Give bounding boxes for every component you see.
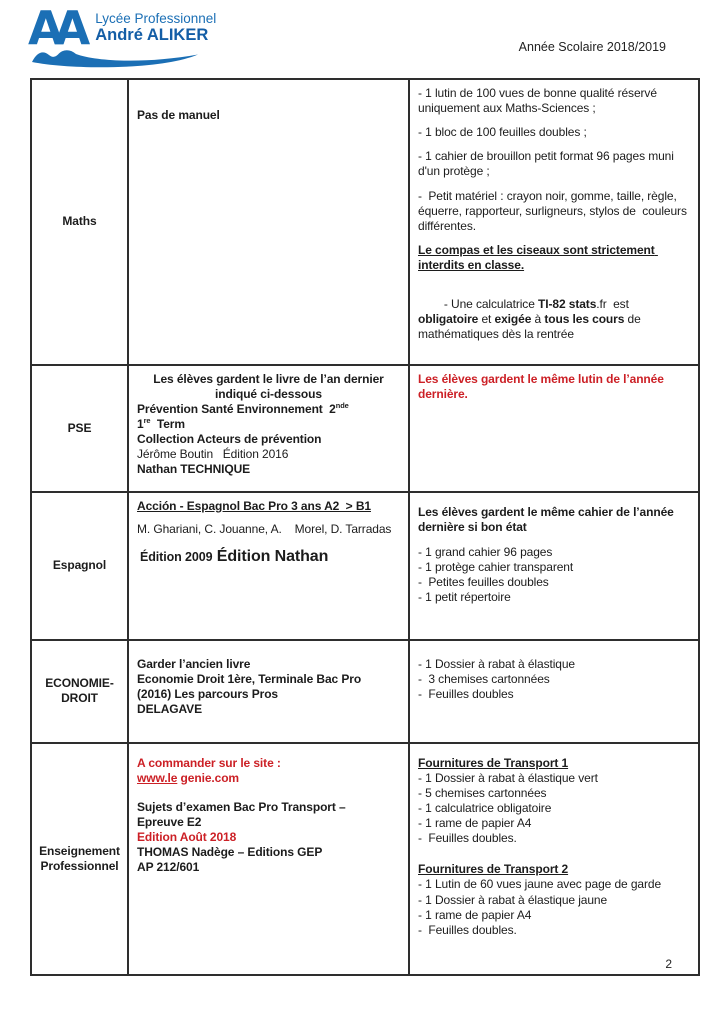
pse-book-publisher: Nathan TECHNIQUE <box>137 462 251 477</box>
book-cell-pse <box>128 365 409 492</box>
espagnol-publisher: Édition Nathan <box>212 547 329 565</box>
school-logo <box>28 1 218 69</box>
book-cell-enseignement <box>128 743 409 975</box>
pse-keep-book-note: indiqué ci-dessous <box>215 386 322 401</box>
subject-cell-espagnol: Espagnol <box>31 492 128 640</box>
maths-warning-note: Le compas et les ciseaux sont strictement interdits en classe. <box>418 242 658 272</box>
transport1-item: - 1 Dossier à rabat à élastique vert <box>418 770 598 785</box>
ens-subject-line: Professionnel <box>40 858 119 873</box>
eco-subject-line: DROIT <box>61 691 98 706</box>
transport2-item: - 1 Dossier à rabat à élastique jaune <box>418 892 608 907</box>
book-cell-economie-droit <box>128 640 409 743</box>
pse-level-num: 1 <box>137 416 144 431</box>
subject-cell-enseignement <box>31 743 128 975</box>
table-row-economie-droit <box>31 640 699 743</box>
website-link[interactable]: www.le <box>137 770 178 785</box>
transport2-item: - 1 rame de papier A4 <box>418 907 532 922</box>
maths-supply-item: - 1 lutin de 100 vues de bonne qualité réservé uniquement aux Maths-Sciences ; <box>418 86 661 116</box>
spacer <box>137 786 400 800</box>
eco-book-line: DELAGAVE <box>137 701 202 716</box>
logo-monogram-icon: AA <box>28 1 82 55</box>
calc-seg-bold: obligatoire <box>418 312 479 327</box>
supplies-cell-economie-droit <box>409 640 699 743</box>
spacer <box>418 846 690 862</box>
maths-supply-item: - Petit matériel : crayon noir, gomme, taille, règle, équerre, rapporteur, surligneurs, stylos de couleurs différentes. <box>418 188 691 233</box>
espagnol-edition-line <box>137 547 400 567</box>
eco-subject-line: ECONOMIE- <box>45 676 114 691</box>
transport2-item: - 1 Lutin de 60 vues jaune avec page de garde <box>418 877 662 892</box>
ens-book-title: Sujets d’examen Bac Pro Transport – <box>137 799 346 814</box>
espagnol-book-title: Acción - Espagnol Bac Pro 3 ans A2 > B1 <box>137 498 371 513</box>
transport1-title: Fournitures de Transport 1 <box>418 755 569 770</box>
subject-cell-maths: Maths <box>31 79 128 365</box>
school-year-label: Année Scolaire 2018/2019 <box>518 40 666 54</box>
page-number: 2 <box>665 957 672 971</box>
pse-title-superscript: nde <box>335 400 349 410</box>
pse-book-collection: Collection Acteurs de prévention <box>137 432 322 447</box>
pse-book-title <box>137 402 400 417</box>
espagnol-book-authors: M. Ghariani, C. Jouanne, A. Morel, D. Tarradas <box>137 521 392 536</box>
table-row-enseignement-professionnel <box>31 743 699 975</box>
calc-seg: .fr est <box>596 297 633 312</box>
supplies-cell-espagnol <box>409 492 699 640</box>
book-cell-espagnol <box>128 492 409 640</box>
eco-supply-item: - 1 Dossier à rabat à élastique <box>418 656 575 671</box>
transport1-item: - 1 rame de papier A4 <box>418 816 532 831</box>
eco-supply-item: - 3 chemises cartonnées <box>418 671 550 686</box>
transport1-item: - 5 chemises cartonnées <box>418 785 547 800</box>
table-row-maths <box>31 79 699 365</box>
table-row-pse <box>31 365 699 492</box>
calc-seg-bold: exigée <box>494 312 532 327</box>
pse-book-author: Jérôme Boutin Édition 2016 <box>137 447 289 462</box>
ens-book-edition: Edition Août 2018 <box>137 830 237 845</box>
eco-book-line: Garder l’ancien livre <box>137 656 251 671</box>
espagnol-supplies-note: Les élèves gardent le même cahier de l’année dernière si bon état <box>418 504 674 534</box>
maths-book-note: Pas de manuel <box>137 108 220 122</box>
pse-title-text: Prévention Santé Environnement 2 <box>137 401 336 416</box>
transport2-item: - Feuilles doubles. <box>418 922 517 937</box>
supplies-cell-maths <box>409 79 699 365</box>
supplies-cell-pse <box>409 365 699 492</box>
subject-cell-economie-droit <box>31 640 128 743</box>
ens-book-ref: AP 212/601 <box>137 860 200 875</box>
transport1-item: - Feuilles doubles. <box>418 831 517 846</box>
calc-seg: de mathématiques dès la rentrée <box>418 312 644 342</box>
espagnol-edition-year: Édition 2009 <box>140 549 213 564</box>
website-link-rest: genie.com <box>177 770 239 785</box>
calc-seg: - Une calculatrice <box>443 297 539 312</box>
supplies-cell-enseignement <box>409 743 699 975</box>
eco-supply-item: - Feuilles doubles <box>418 686 514 701</box>
logo-line2: André ALIKER <box>95 26 209 44</box>
espagnol-supply-item: - 1 petit répertoire <box>418 590 511 605</box>
transport2-title: Fournitures de Transport 2 <box>418 862 569 877</box>
maths-calculator-note <box>418 282 690 358</box>
eco-book-line: Economie Droit 1ère, Terminale Bac Pro <box>137 671 362 686</box>
calc-seg: à <box>531 312 545 327</box>
calc-seg-bold: tous les cours <box>544 312 625 327</box>
pse-supplies-note: Les élèves gardent le même lutin de l’année dernière. <box>418 371 664 401</box>
table-row-espagnol <box>31 492 699 640</box>
pse-keep-book-note: Les élèves gardent le livre de l’an dernier <box>153 371 384 386</box>
espagnol-supply-item: - 1 grand cahier 96 pages <box>418 544 553 559</box>
ens-order-label: A commander sur le site : <box>137 755 281 770</box>
supplies-table <box>30 78 700 976</box>
book-cell-maths <box>128 79 409 365</box>
eco-book-line: (2016) Les parcours Pros <box>137 686 278 701</box>
espagnol-supply-item: - Petites feuilles doubles <box>418 575 549 590</box>
pse-book-level <box>137 417 400 432</box>
subject-cell-pse: PSE <box>31 365 128 492</box>
pse-level-rest: Term <box>150 416 185 431</box>
maths-supply-item: - 1 cahier de brouillon petit format 96 pages muni d'un protège ; <box>418 149 678 179</box>
calc-seg: et <box>478 312 495 327</box>
ens-book-author: THOMAS Nadège – Editions GEP <box>137 845 323 860</box>
ens-book-title: Epreuve E2 <box>137 814 202 829</box>
espagnol-supply-item: - 1 protège cahier transparent <box>418 559 574 574</box>
ens-subject-line: Enseignement <box>39 843 120 858</box>
calc-seg-bold: TI-82 stats <box>538 297 597 312</box>
maths-supply-item: - 1 bloc de 100 feuilles doubles ; <box>418 125 587 140</box>
logo-line1: Lycée Professionnel <box>95 11 217 26</box>
transport1-item: - 1 calculatrice obligatoire <box>418 800 552 815</box>
pse-level-superscript: re <box>143 415 151 425</box>
ens-order-site <box>137 771 400 786</box>
